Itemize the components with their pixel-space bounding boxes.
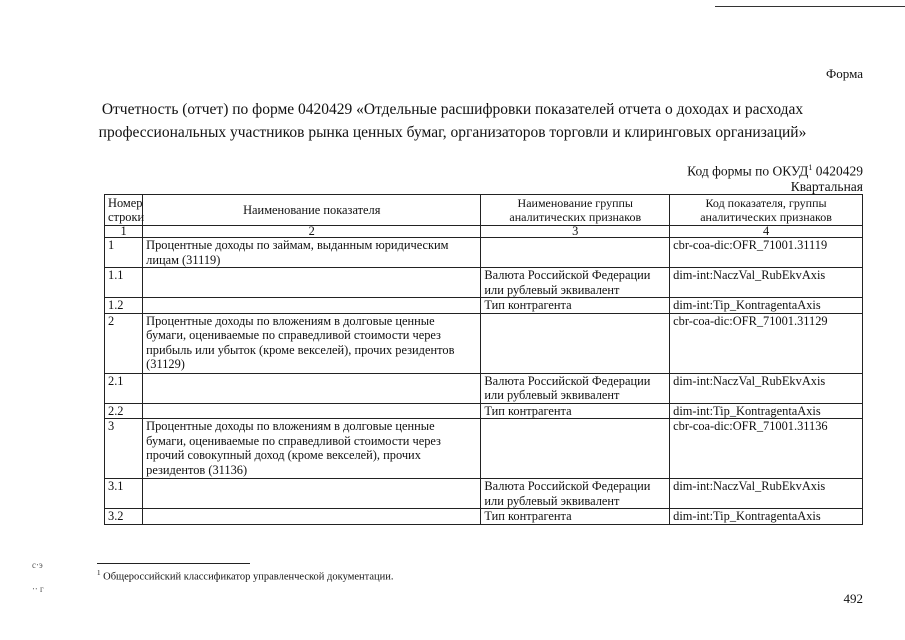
row-number: 2 — [105, 313, 143, 373]
header-code: Код показателя, группы аналитических признаков — [670, 195, 863, 226]
title-line-1: Отчетность (отчет) по форме 0420429 «Отдельные расшифровки показателей отчета о доходах и расходах — [101, 101, 804, 118]
table-row — [105, 403, 863, 419]
indicator-code: dim-int:NaczVal_RubEkvAxis — [670, 479, 863, 509]
okud-footnote-ref: 1 — [808, 163, 813, 172]
row-number: 1.2 — [105, 298, 143, 314]
page-number: 492 — [843, 591, 863, 606]
table-row — [105, 298, 863, 314]
form-label: Форма — [826, 66, 863, 81]
table-row — [105, 373, 863, 403]
margin-mark: с‧э — [32, 560, 43, 570]
table-row — [105, 238, 863, 268]
margin-marks — [32, 553, 44, 601]
footnote-rule — [97, 563, 250, 564]
column-number-row — [105, 226, 863, 238]
footnote — [97, 569, 394, 583]
table-row — [105, 479, 863, 509]
indicator-code: dim-int:Tip_KontragentaAxis — [670, 298, 863, 314]
column-number: 4 — [670, 226, 863, 238]
group-name: Тип контрагента — [481, 298, 670, 314]
footnote-text: Общероссийский классификатор управленческой документации. — [103, 571, 394, 583]
title-line-2: профессиональных участников рынка ценных бумаг, организаторов торговли и клиринговых организаций» — [98, 124, 807, 141]
group-name — [481, 419, 670, 479]
header-indicator-name: Наименование показателя — [143, 195, 481, 226]
row-number: 3 — [105, 419, 143, 479]
column-number: 2 — [143, 226, 481, 238]
group-name: Тип контрагента — [481, 509, 670, 525]
indicator-code: dim-int:Tip_KontragentaAxis — [670, 509, 863, 525]
group-name — [481, 313, 670, 373]
indicator-code: cbr-coa-dic:OFR_71001.31136 — [670, 419, 863, 479]
indicator-code: cbr-coa-dic:OFR_71001.31119 — [670, 238, 863, 268]
column-number: 1 — [105, 226, 143, 238]
okud-label: Код формы по ОКУД — [687, 163, 809, 179]
header-row-number: Номер строки — [105, 195, 143, 226]
header-group-name: Наименование группы аналитических признаков — [481, 195, 670, 226]
footnote-marker: 1 — [97, 569, 101, 577]
okud-line — [687, 160, 863, 179]
table-row — [105, 419, 863, 479]
table-row — [105, 268, 863, 298]
indicator-name: Процентные доходы по вложениям в долговые ценные бумаги, оцениваемые по справедливой стоимости через прочий совокупный доход (кроме векселей), прочих резидентов (31136) — [143, 419, 481, 479]
indicator-name — [143, 268, 481, 298]
indicator-code: dim-int:Tip_KontragentaAxis — [670, 403, 863, 419]
indicator-name — [143, 373, 481, 403]
group-name: Тип контрагента — [481, 403, 670, 419]
column-number: 3 — [481, 226, 670, 238]
okud-block — [687, 160, 863, 194]
table-header-row — [105, 195, 863, 226]
group-name: Валюта Российской Федерации или рублевый эквивалент — [481, 479, 670, 509]
group-name — [481, 238, 670, 268]
row-number: 3.2 — [105, 509, 143, 525]
report-title — [80, 98, 825, 144]
table-body — [105, 238, 863, 525]
indicator-name — [143, 509, 481, 525]
okud-code: 0420429 — [815, 163, 863, 179]
table-row — [105, 509, 863, 525]
indicator-name — [143, 479, 481, 509]
indicator-name: Процентные доходы по вложениям в долговые ценные бумаги, оцениваемые по справедливой стоимости через прибыль или убыток (кроме векселей), прочих резидентов (31129) — [143, 313, 481, 373]
periodicity: Квартальная — [790, 178, 863, 194]
row-number: 2.2 — [105, 403, 143, 419]
indicator-code: cbr-coa-dic:OFR_71001.31129 — [670, 313, 863, 373]
top-rule — [715, 6, 905, 7]
margin-mark: ‧‧ г — [32, 584, 44, 594]
row-number: 1 — [105, 238, 143, 268]
indicator-name — [143, 403, 481, 419]
row-number: 1.1 — [105, 268, 143, 298]
row-number: 3.1 — [105, 479, 143, 509]
row-number: 2.1 — [105, 373, 143, 403]
indicator-name: Процентные доходы по займам, выданным юридическим лицам (31119) — [143, 238, 481, 268]
indicator-code: dim-int:NaczVal_RubEkvAxis — [670, 268, 863, 298]
indicator-name — [143, 298, 481, 314]
group-name: Валюта Российской Федерации или рублевый эквивалент — [481, 373, 670, 403]
table-row — [105, 313, 863, 373]
group-name: Валюта Российской Федерации или рублевый эквивалент — [481, 268, 670, 298]
indicator-code: dim-int:NaczVal_RubEkvAxis — [670, 373, 863, 403]
indicators-table — [104, 194, 863, 525]
